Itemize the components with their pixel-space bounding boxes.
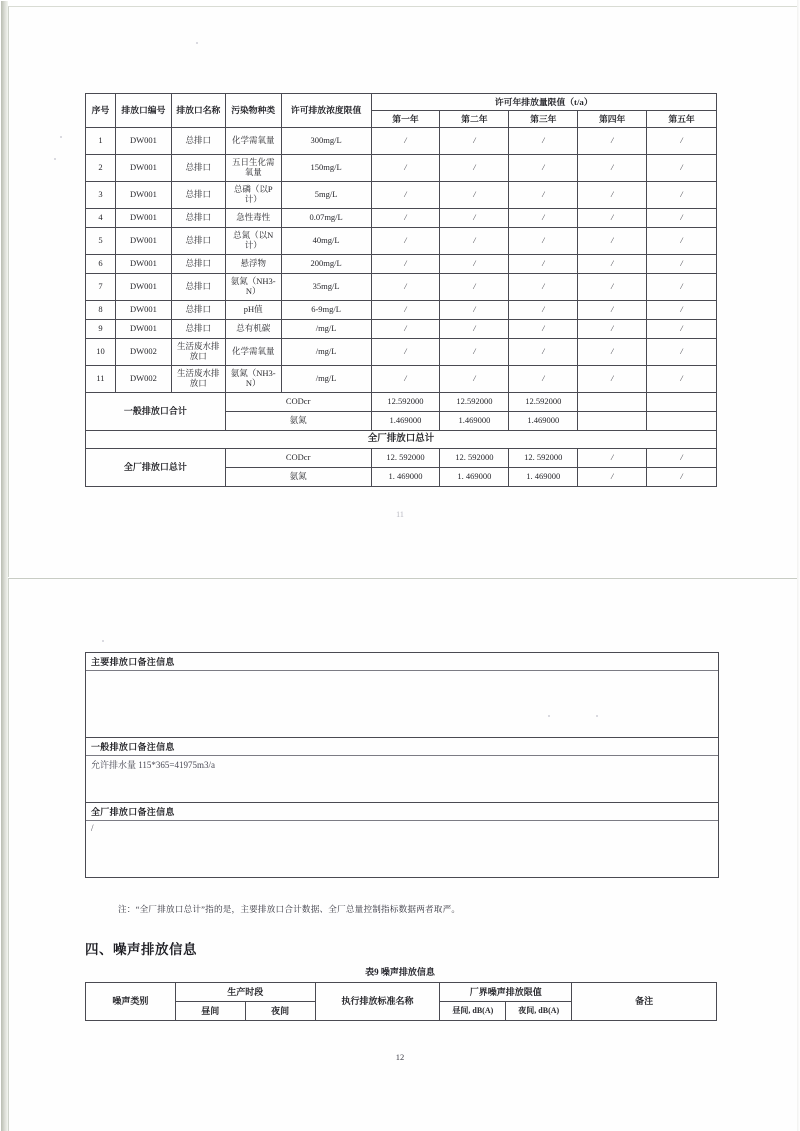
- cell-year-2: /: [440, 228, 509, 255]
- header-outlet-code: 排放口编号: [115, 94, 171, 128]
- table-row: [86, 155, 717, 182]
- noise-header-remark: 备注: [572, 983, 717, 1021]
- cell-year-1: /: [371, 274, 440, 301]
- plant-total-year-1: 1. 469000: [371, 468, 440, 487]
- cell-year-5: /: [647, 366, 717, 393]
- cell-year-3: /: [509, 339, 578, 366]
- plant-total-year-3: 1. 469000: [509, 468, 578, 487]
- cell-outlet-code: DW001: [115, 274, 171, 301]
- cell-year-4: /: [578, 155, 647, 182]
- noise-header-boundary-limit-group: 厂界噪声排放限值: [440, 983, 572, 1002]
- cell-pollutant: 总氮（以N计）: [225, 228, 281, 255]
- cell-outlet-code: DW002: [115, 366, 171, 393]
- cell-year-3: /: [509, 274, 578, 301]
- plant-total-band-row: [86, 431, 717, 449]
- plant-total-year-4: /: [578, 468, 647, 487]
- cell-year-3: /: [509, 128, 578, 155]
- noise-header-night-limit: 夜间, dB(A): [506, 1002, 572, 1021]
- general-subtotal-label: 一般排放口合计: [86, 393, 226, 431]
- plant-total-year-4: /: [578, 449, 647, 468]
- noise-table-caption: 表9 噪声排放信息: [365, 967, 435, 977]
- header-year-4: 第四年: [578, 111, 647, 128]
- cell-pollutant: 五日生化需氧量: [225, 155, 281, 182]
- cell-pollutant: 急性毒性: [225, 209, 281, 228]
- cell-seq: 7: [86, 274, 116, 301]
- table-row: [86, 209, 717, 228]
- cell-limit: 0.07mg/L: [281, 209, 371, 228]
- noise-header-daytime: 昼间: [175, 1002, 245, 1021]
- table-row: [86, 228, 717, 255]
- remarks-body-main-outlet[interactable]: [86, 671, 718, 738]
- cell-year-3: /: [509, 301, 578, 320]
- header-year-3: 第三年: [509, 111, 578, 128]
- noise-header-nighttime: 夜间: [245, 1002, 315, 1021]
- table-row: [86, 366, 717, 393]
- general-subtotal-year-3: 1.469000: [509, 412, 578, 431]
- general-subtotal-year-5: [647, 393, 717, 412]
- cell-outlet-code: DW001: [115, 320, 171, 339]
- cell-year-1: /: [371, 301, 440, 320]
- cell-limit: /mg/L: [281, 320, 371, 339]
- remarks-title-general-outlet: 一般排放口备注信息: [86, 738, 718, 756]
- cell-year-1: /: [371, 366, 440, 393]
- cell-year-4: /: [578, 255, 647, 274]
- cell-pollutant: 化学需氧量: [225, 339, 281, 366]
- cell-pollutant: 总磷（以P计）: [225, 182, 281, 209]
- table-header-row-1: [86, 94, 717, 111]
- cell-outlet-name: 总排口: [171, 228, 225, 255]
- plant-total-pollutant: CODcr: [225, 449, 371, 468]
- cell-year-1: /: [371, 339, 440, 366]
- cell-year-3: /: [509, 209, 578, 228]
- remarks-body-plant-outlet[interactable]: /: [91, 823, 94, 833]
- cell-year-2: /: [440, 182, 509, 209]
- plant-total-pollutant: 氨氮: [225, 468, 371, 487]
- cell-year-5: /: [647, 182, 717, 209]
- cell-year-4: /: [578, 301, 647, 320]
- plant-total-band-label: 全厂排放口总计: [86, 431, 717, 449]
- cell-outlet-code: DW001: [115, 209, 171, 228]
- cell-pollutant: 悬浮物: [225, 255, 281, 274]
- cell-pollutant: 化学需氧量: [225, 128, 281, 155]
- plant-total-year-5: /: [647, 449, 717, 468]
- plant-total-year-2: 1. 469000: [440, 468, 509, 487]
- cell-seq: 3: [86, 182, 116, 209]
- section-heading-noise: 四、噪声排放信息: [85, 942, 197, 958]
- cell-limit: 40mg/L: [281, 228, 371, 255]
- remarks-title-plant-outlet: 全厂排放口备注信息: [86, 803, 718, 821]
- cell-year-5: /: [647, 320, 717, 339]
- cell-year-5: /: [647, 209, 717, 228]
- plant-total-label: 全厂排放口总计: [86, 449, 226, 487]
- header-year-5: 第五年: [647, 111, 717, 128]
- cell-seq: 10: [86, 339, 116, 366]
- cell-year-4: /: [578, 366, 647, 393]
- cell-seq: 5: [86, 228, 116, 255]
- cell-seq: 9: [86, 320, 116, 339]
- cell-outlet-name: 总排口: [171, 301, 225, 320]
- cell-year-4: /: [578, 228, 647, 255]
- discharge-limits-table: [85, 93, 717, 487]
- general-subtotal-year-2: 12.592000: [440, 393, 509, 412]
- cell-outlet-code: DW001: [115, 155, 171, 182]
- table-row: [86, 320, 717, 339]
- cell-outlet-name: 总排口: [171, 274, 225, 301]
- cell-year-1: /: [371, 128, 440, 155]
- cell-year-2: /: [440, 339, 509, 366]
- cell-year-4: /: [578, 209, 647, 228]
- remarks-container: [85, 652, 719, 878]
- cell-year-4: /: [578, 320, 647, 339]
- table-row: [86, 182, 717, 209]
- plant-total-year-1: 12. 592000: [371, 449, 440, 468]
- header-outlet-name: 排放口名称: [171, 94, 225, 128]
- remarks-title-main-outlet: 主要排放口备注信息: [86, 653, 718, 671]
- cell-year-2: /: [440, 209, 509, 228]
- cell-limit: 200mg/L: [281, 255, 371, 274]
- cell-limit: /mg/L: [281, 366, 371, 393]
- cell-year-5: /: [647, 274, 717, 301]
- cell-year-5: /: [647, 155, 717, 182]
- cell-limit: /mg/L: [281, 339, 371, 366]
- cell-outlet-code: DW001: [115, 128, 171, 155]
- header-concentration-limit: 许可排放浓度限值: [281, 94, 371, 128]
- cell-year-2: /: [440, 301, 509, 320]
- header-year-1: 第一年: [371, 111, 440, 128]
- general-subtotal-year-2: 1.469000: [440, 412, 509, 431]
- cell-seq: 8: [86, 301, 116, 320]
- cell-year-3: /: [509, 228, 578, 255]
- cell-pollutant: pH值: [225, 301, 281, 320]
- noise-emission-table: [85, 982, 717, 1021]
- table-row: [86, 301, 717, 320]
- cell-outlet-name: 总排口: [171, 182, 225, 209]
- general-subtotal-year-3: 12.592000: [509, 393, 578, 412]
- cell-year-5: /: [647, 228, 717, 255]
- cell-outlet-name: 总排口: [171, 320, 225, 339]
- table-row: [86, 128, 717, 155]
- cell-pollutant: 总有机碳: [225, 320, 281, 339]
- cell-year-4: /: [578, 339, 647, 366]
- cell-year-5: /: [647, 339, 717, 366]
- cell-outlet-name: 总排口: [171, 155, 225, 182]
- cell-limit: 6-9mg/L: [281, 301, 371, 320]
- cell-pollutant: 氨氮（NH3-N）: [225, 366, 281, 393]
- cell-year-4: /: [578, 274, 647, 301]
- cell-year-2: /: [440, 274, 509, 301]
- cell-year-5: /: [647, 301, 717, 320]
- noise-header-category: 噪声类别: [86, 983, 176, 1021]
- page-number-previous: 11: [396, 510, 404, 519]
- header-year-2: 第二年: [440, 111, 509, 128]
- cell-year-3: /: [509, 155, 578, 182]
- cell-year-3: /: [509, 320, 578, 339]
- cell-outlet-name: 生活废水排放口: [171, 366, 225, 393]
- table-footnote: 注：“全厂排放口总计”指的是，主要排放口合计数据、全厂总量控制指标数据两者取严。: [118, 904, 461, 914]
- table-row: [86, 274, 717, 301]
- discharge-table-body: [86, 128, 717, 487]
- cell-year-4: /: [578, 182, 647, 209]
- cell-year-2: /: [440, 320, 509, 339]
- cell-year-3: /: [509, 366, 578, 393]
- noise-header-standard-name: 执行排放标准名称: [315, 983, 440, 1021]
- cell-limit: 300mg/L: [281, 128, 371, 155]
- general-subtotal-row-cod: [86, 393, 717, 412]
- cell-year-3: /: [509, 255, 578, 274]
- cell-seq: 2: [86, 155, 116, 182]
- cell-outlet-name: 总排口: [171, 128, 225, 155]
- table-row: [86, 255, 717, 274]
- plant-total-row-cod: [86, 449, 717, 468]
- general-subtotal-year-5: [647, 412, 717, 431]
- cell-year-2: /: [440, 128, 509, 155]
- header-annual-limit-group: 许可年排放量限值（t/a）: [371, 94, 716, 111]
- table-row: [86, 339, 717, 366]
- cell-seq: 4: [86, 209, 116, 228]
- cell-limit: 150mg/L: [281, 155, 371, 182]
- cell-year-1: /: [371, 182, 440, 209]
- plant-total-year-3: 12. 592000: [509, 449, 578, 468]
- cell-seq: 11: [86, 366, 116, 393]
- header-seq: 序号: [86, 94, 116, 128]
- general-subtotal-year-1: 12.592000: [371, 393, 440, 412]
- cell-year-1: /: [371, 320, 440, 339]
- noise-header-production-period: 生产时段: [175, 983, 315, 1002]
- cell-limit: 5mg/L: [281, 182, 371, 209]
- plant-total-year-2: 12. 592000: [440, 449, 509, 468]
- cell-year-1: /: [371, 209, 440, 228]
- cell-year-2: /: [440, 155, 509, 182]
- cell-year-2: /: [440, 366, 509, 393]
- page-number-current: 12: [395, 1052, 405, 1062]
- cell-outlet-name: 生活废水排放口: [171, 339, 225, 366]
- plant-total-year-5: /: [647, 468, 717, 487]
- cell-year-1: /: [371, 255, 440, 274]
- header-pollutant-type: 污染物种类: [225, 94, 281, 128]
- general-subtotal-year-1: 1.469000: [371, 412, 440, 431]
- noise-header-row-1: [86, 983, 717, 1002]
- cell-limit: 35mg/L: [281, 274, 371, 301]
- cell-outlet-code: DW002: [115, 339, 171, 366]
- general-subtotal-pollutant: 氨氮: [225, 412, 371, 431]
- cell-outlet-code: DW001: [115, 228, 171, 255]
- remarks-body-general-outlet[interactable]: 允许排水量 115*365=41975m3/a: [86, 756, 718, 803]
- general-subtotal-year-4: [578, 393, 647, 412]
- cell-outlet-name: 总排口: [171, 209, 225, 228]
- cell-year-3: /: [509, 182, 578, 209]
- cell-year-5: /: [647, 128, 717, 155]
- cell-pollutant: 氨氮（NH3-N）: [225, 274, 281, 301]
- cell-year-5: /: [647, 255, 717, 274]
- general-subtotal-year-4: [578, 412, 647, 431]
- cell-year-1: /: [371, 228, 440, 255]
- cell-outlet-name: 总排口: [171, 255, 225, 274]
- noise-header-day-limit: 昼间, dB(A): [440, 1002, 506, 1021]
- cell-outlet-code: DW001: [115, 301, 171, 320]
- cell-seq: 6: [86, 255, 116, 274]
- cell-year-2: /: [440, 255, 509, 274]
- general-subtotal-pollutant: CODcr: [225, 393, 371, 412]
- cell-seq: 1: [86, 128, 116, 155]
- cell-year-1: /: [371, 155, 440, 182]
- cell-year-4: /: [578, 128, 647, 155]
- cell-outlet-code: DW001: [115, 182, 171, 209]
- cell-outlet-code: DW001: [115, 255, 171, 274]
